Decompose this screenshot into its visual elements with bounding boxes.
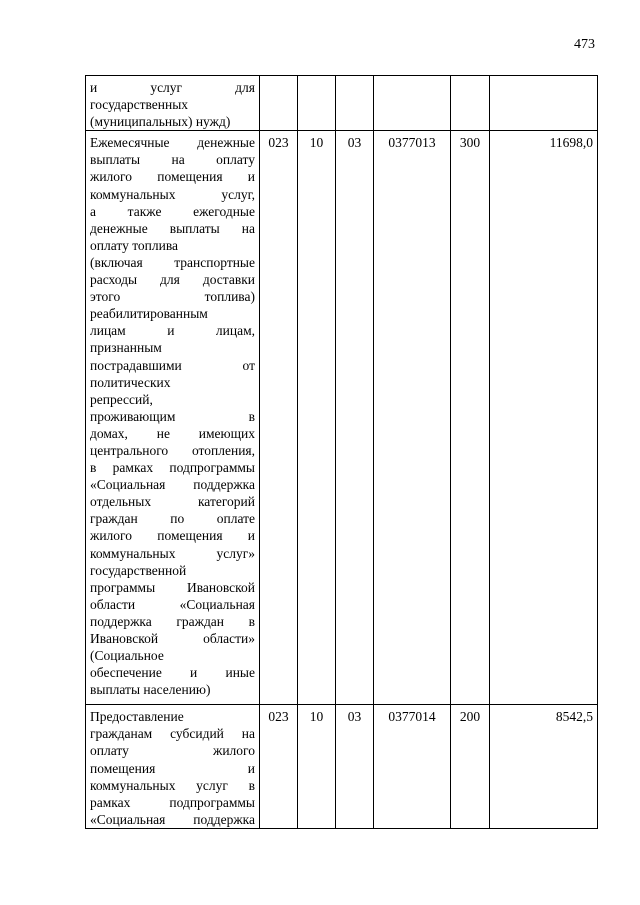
- description-line: репрессий,: [90, 391, 153, 407]
- description-line: Ивановской области»: [90, 631, 255, 646]
- amount: 11698,0: [490, 131, 598, 705]
- subsection-code: [336, 76, 374, 131]
- description-line: оплату топлива: [90, 237, 179, 253]
- ministry-code: 023: [260, 131, 298, 705]
- amount: [490, 76, 598, 131]
- description-line: в рамках подпрограммы: [90, 460, 255, 476]
- description-line: коммунальных услуг»: [90, 545, 255, 561]
- description-line: расходы для доставки: [90, 272, 255, 288]
- description-line: а также ежегодные: [90, 203, 255, 219]
- description-line: жилого помещения и: [90, 528, 255, 544]
- description-line: проживающим в: [90, 408, 255, 424]
- description-line: признанным: [90, 340, 162, 356]
- expense-type-code: 200: [451, 705, 490, 829]
- subsection-code: 03: [336, 131, 374, 705]
- description-line: «Социальная поддержка: [90, 477, 255, 493]
- expense-type-code: [451, 76, 490, 131]
- row-description: [86, 76, 260, 131]
- ministry-code: 023: [260, 705, 298, 829]
- description-line: лицам и лицам,: [90, 323, 255, 339]
- description-line: коммунальных услуг,: [90, 186, 255, 202]
- description-line: гражданам субсидий на: [90, 726, 255, 742]
- description-line: реабилитированным: [90, 306, 208, 322]
- description-line: Предоставление: [90, 709, 184, 725]
- table-row: [86, 76, 598, 131]
- budget-table: [85, 75, 598, 829]
- description-line: области «Социальная: [90, 596, 255, 612]
- description-line: политических: [90, 374, 171, 390]
- description-line: (Социальное: [90, 648, 164, 664]
- description-line: рамках подпрограммы: [90, 794, 255, 810]
- section-code: [298, 76, 336, 131]
- expense-type-code: 300: [451, 131, 490, 705]
- description-line: выплаты населению): [90, 682, 211, 698]
- amount: 8542,5: [490, 705, 598, 829]
- subsection-code: 03: [336, 705, 374, 829]
- description-line: граждан по оплате: [90, 511, 255, 527]
- description-line: отдельных категорий: [90, 494, 255, 510]
- description-line: и услуг для: [90, 80, 255, 95]
- target-article-code: 0377014: [374, 705, 451, 829]
- description-line: программы Ивановской: [90, 579, 255, 595]
- description-line: (муниципальных) нужд): [90, 114, 231, 130]
- page-number: 473: [574, 37, 595, 52]
- description-line: поддержка граждан в: [90, 613, 255, 629]
- row-description: [86, 131, 260, 705]
- description-line: жилого помещения и: [90, 169, 255, 185]
- description-line: помещения и: [90, 760, 255, 776]
- description-line: домах, не имеющих: [90, 425, 255, 441]
- description-line: оплату жилого: [90, 743, 255, 759]
- description-line: выплаты на оплату: [90, 152, 255, 168]
- section-code: 10: [298, 131, 336, 705]
- description-line: этого топлива): [90, 289, 255, 305]
- table-row: [86, 131, 598, 705]
- description-line: обеспечение и иные: [90, 665, 255, 681]
- description-line: государственных: [90, 97, 189, 113]
- description-line: Ежемесячные денежные: [90, 135, 255, 151]
- target-article-code: 0377013: [374, 131, 451, 705]
- description-line: государственной: [90, 562, 187, 578]
- description-line: центрального отопления,: [90, 442, 255, 458]
- row-description: [86, 705, 260, 829]
- description-line: коммунальных услуг в: [90, 777, 255, 793]
- section-code: 10: [298, 705, 336, 829]
- table-row: [86, 705, 598, 829]
- ministry-code: [260, 76, 298, 131]
- target-article-code: [374, 76, 451, 131]
- description-line: пострадавшими от: [90, 357, 255, 373]
- description-line: (включая транспортные: [90, 254, 255, 270]
- description-line: денежные выплаты на: [90, 220, 255, 236]
- description-line: «Социальная поддержка: [90, 811, 255, 827]
